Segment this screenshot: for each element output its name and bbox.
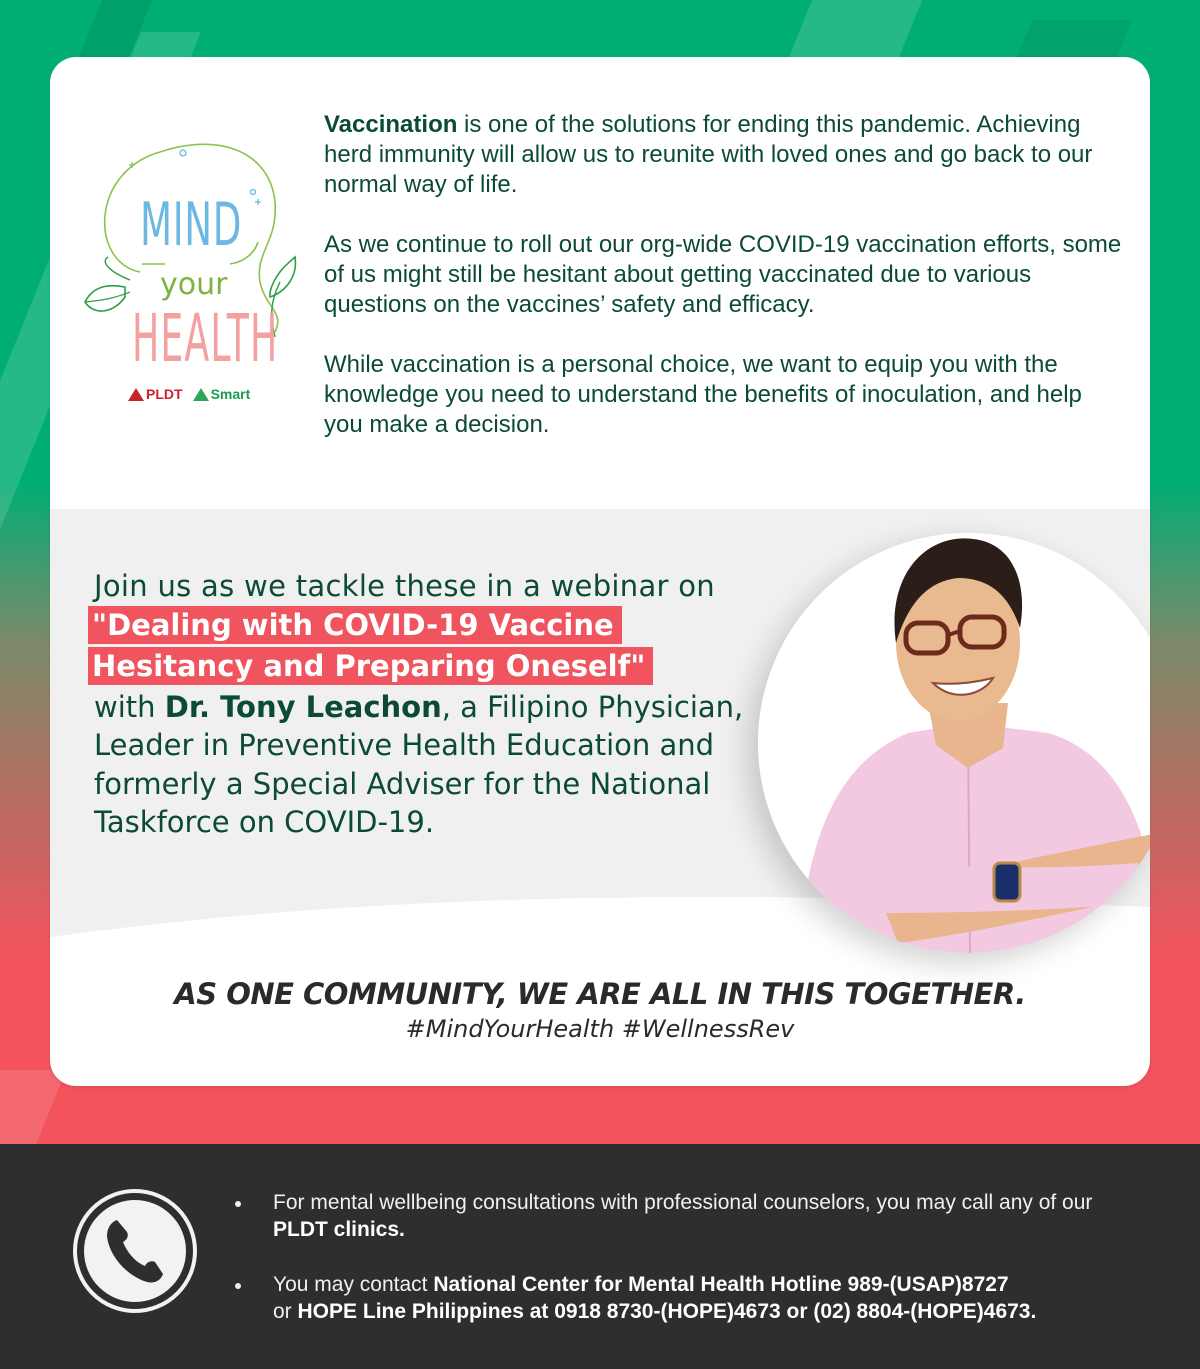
logo-text-your: your bbox=[160, 267, 228, 302]
webinar-lead: Join us as we tackle these in a webinar on bbox=[94, 569, 715, 603]
with-label: with bbox=[94, 689, 165, 724]
webinar-announcement bbox=[94, 567, 784, 842]
smart-logo bbox=[193, 386, 251, 402]
phone-icon bbox=[84, 1200, 186, 1302]
contact-text: You may contact bbox=[273, 1273, 434, 1296]
speaker-description bbox=[94, 688, 784, 842]
intro-paragraph-1 bbox=[324, 110, 1124, 200]
webinar-title-line-2: Hesitancy and Preparing Oneself" bbox=[88, 647, 653, 685]
decor-stripe bbox=[0, 1070, 66, 1144]
ncmh-hotline: National Center for Mental Health Hotline 989-(USAP)8727 bbox=[433, 1273, 1009, 1296]
logo-text-health: HEALTH bbox=[132, 300, 279, 377]
contact-item-hotlines bbox=[232, 1271, 1152, 1325]
webinar-title-line-1: "Dealing with COVID-19 Vaccine bbox=[88, 606, 622, 644]
brand-logos bbox=[128, 386, 250, 402]
contact-text: For mental wellbeing consultations with professional counselors, you may call any of our bbox=[273, 1191, 1093, 1214]
mind-your-health-logo bbox=[70, 112, 300, 402]
smart-triangle-icon bbox=[193, 388, 209, 401]
decor-stripe bbox=[788, 0, 922, 60]
hashtags: #MindYourHealth #WellnessRev bbox=[405, 1015, 795, 1043]
speaker-credentials: , a Filipino Physician, Leader in Preventive Health Education and formerly a Special Adviser for the National Taskforce on COVID-19. bbox=[94, 689, 744, 839]
intro-paragraph-1-text: is one of the solutions for ending this pandemic. Achieving herd immunity will allow us to reunite with loved ones and go back to our normal way of life. bbox=[324, 111, 1093, 198]
contact-list bbox=[232, 1189, 1152, 1353]
speaker-photo bbox=[758, 533, 1150, 953]
intro-keyword: Vaccination bbox=[324, 111, 458, 138]
intro-text bbox=[324, 110, 1124, 470]
smart-label: Smart bbox=[210, 386, 251, 402]
speaker-name: Dr. Tony Leachon bbox=[164, 689, 442, 724]
contact-footer bbox=[0, 1144, 1200, 1369]
hope-line-hotline: HOPE Line Philippines at 0918 8730-(HOPE)4673 or (02) 8804-(HOPE)4673. bbox=[297, 1300, 1037, 1323]
contact-text: or bbox=[273, 1300, 298, 1323]
tagline-main: AS ONE COMMUNITY, WE ARE ALL IN THIS TOGETHER. bbox=[174, 977, 1026, 1011]
pldt-triangle-icon bbox=[128, 388, 144, 401]
contact-item-pldt-clinics bbox=[232, 1189, 1152, 1243]
pldt-logo bbox=[128, 386, 183, 402]
telephone-handset-icon bbox=[103, 1216, 167, 1286]
pldt-label: PLDT bbox=[146, 386, 183, 402]
speaker-portrait-icon bbox=[758, 533, 1150, 953]
intro-paragraph-2: As we continue to roll out our org-wide COVID-19 vaccination efforts, some of us might still be hesitant about getting vaccinated due to various questions on the vaccines’ safety and efficacy. bbox=[324, 231, 1122, 318]
pldt-clinics-label: PLDT clinics. bbox=[273, 1218, 405, 1241]
phone-badge bbox=[73, 1189, 197, 1313]
logo-text-mind: MIND bbox=[140, 190, 243, 260]
tagline bbox=[50, 977, 1150, 1043]
intro-paragraph-3: While vaccination is a personal choice, we want to equip you with the knowledge you need to understand the benefits of inoculation, and help you make a decision. bbox=[324, 351, 1082, 438]
main-card bbox=[50, 57, 1150, 1086]
